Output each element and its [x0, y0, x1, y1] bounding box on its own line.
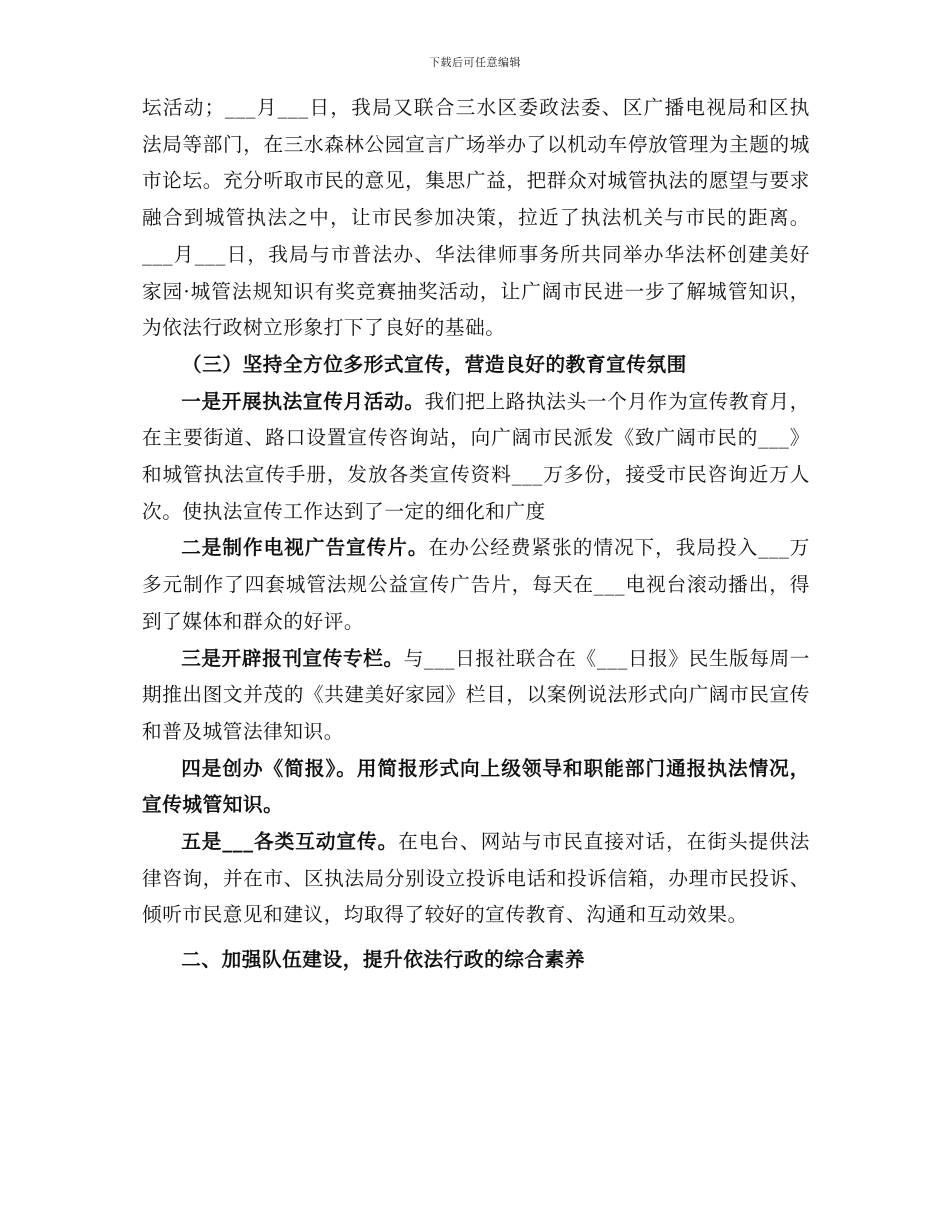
section-heading-publicity: （三）坚持全方位多形式宣传，营造良好的教育宣传氛围	[182, 352, 687, 376]
paragraph-text: 在办公经费紧张的情况下，我局投入___万多元制作了四套城管法规公益宣传广告片，每天在___电视台滚动播出，得到了媒体和群众的好评。	[142, 536, 811, 633]
paragraph-text: 我们把上路执法头一个月作为宣传教育月，在主要街道、路口设置宣传咨询站，向广阔市民派发《致广阔市民的___》和城管执法宣传手册，发放各类宣传资料___万多份，接受市民咨询近万人次。使执法宣传工作达到了一定的细化和广度	[142, 389, 810, 523]
document-body	[142, 90, 810, 979]
page-header: 下载后可任意编辑	[429, 56, 521, 69]
paragraph-bulletin: 四是创办《简报》。用简报形式向上级领导和职能部门通报执法情况，宣传城管知识。	[142, 756, 810, 817]
paragraph-interactive	[142, 824, 810, 934]
paragraph-lead: 三是开辟报刊宣传专栏。	[181, 646, 404, 670]
paragraph-lead: 一是开展执法宣传月活动。	[181, 389, 425, 413]
section-heading-team: 二、加强队伍建设，提升依法行政的综合素养	[181, 948, 586, 972]
paragraph-text: 在电台、网站与市民直接对话，在街头提供法律咨询，并在市、区执法局分别设立投诉电话和投诉信箱，办理市民投诉、倾听市民意见和建议，均取得了较好的宣传教育、沟通和互动效果。	[142, 830, 811, 927]
paragraph-tv-ads	[142, 530, 810, 640]
paragraph-newspaper-column	[142, 641, 810, 751]
paragraph-lead: 二是制作电视广告宣传片。	[181, 536, 429, 560]
paragraph-text: 与___日报社联合在《___日报》民生版每周一期推出图文并茂的《共建美好家园》栏目，以案例说法形式向广阔市民宣传和普及城管法律知识。	[142, 646, 810, 743]
paragraph-publicity-month	[142, 384, 810, 531]
paragraph-lead: 五是___各类互动宣传。	[181, 830, 399, 854]
paragraph-forum: 坛活动；___月___日，我局又联合三水区委政法委、区广播电视局和区执法局等部门，在三水森林公园宣言广场举办了以机动车停放管理为主题的城市论坛。充分听取市民的意见，集思广益，把群众对城管执法的愿望与要求融合到城管执法之中，让市民参加决策，拉近了执法机关与市民的距离。___月___日，我局与市普法办、华法律师事务所共同举办华法杯创建美好家园·城管法规知识有奖竞赛抽奖活动，让广阔市民进一步了解城管知识，为依法行政树立形象打下了良好的基础。	[142, 96, 810, 340]
